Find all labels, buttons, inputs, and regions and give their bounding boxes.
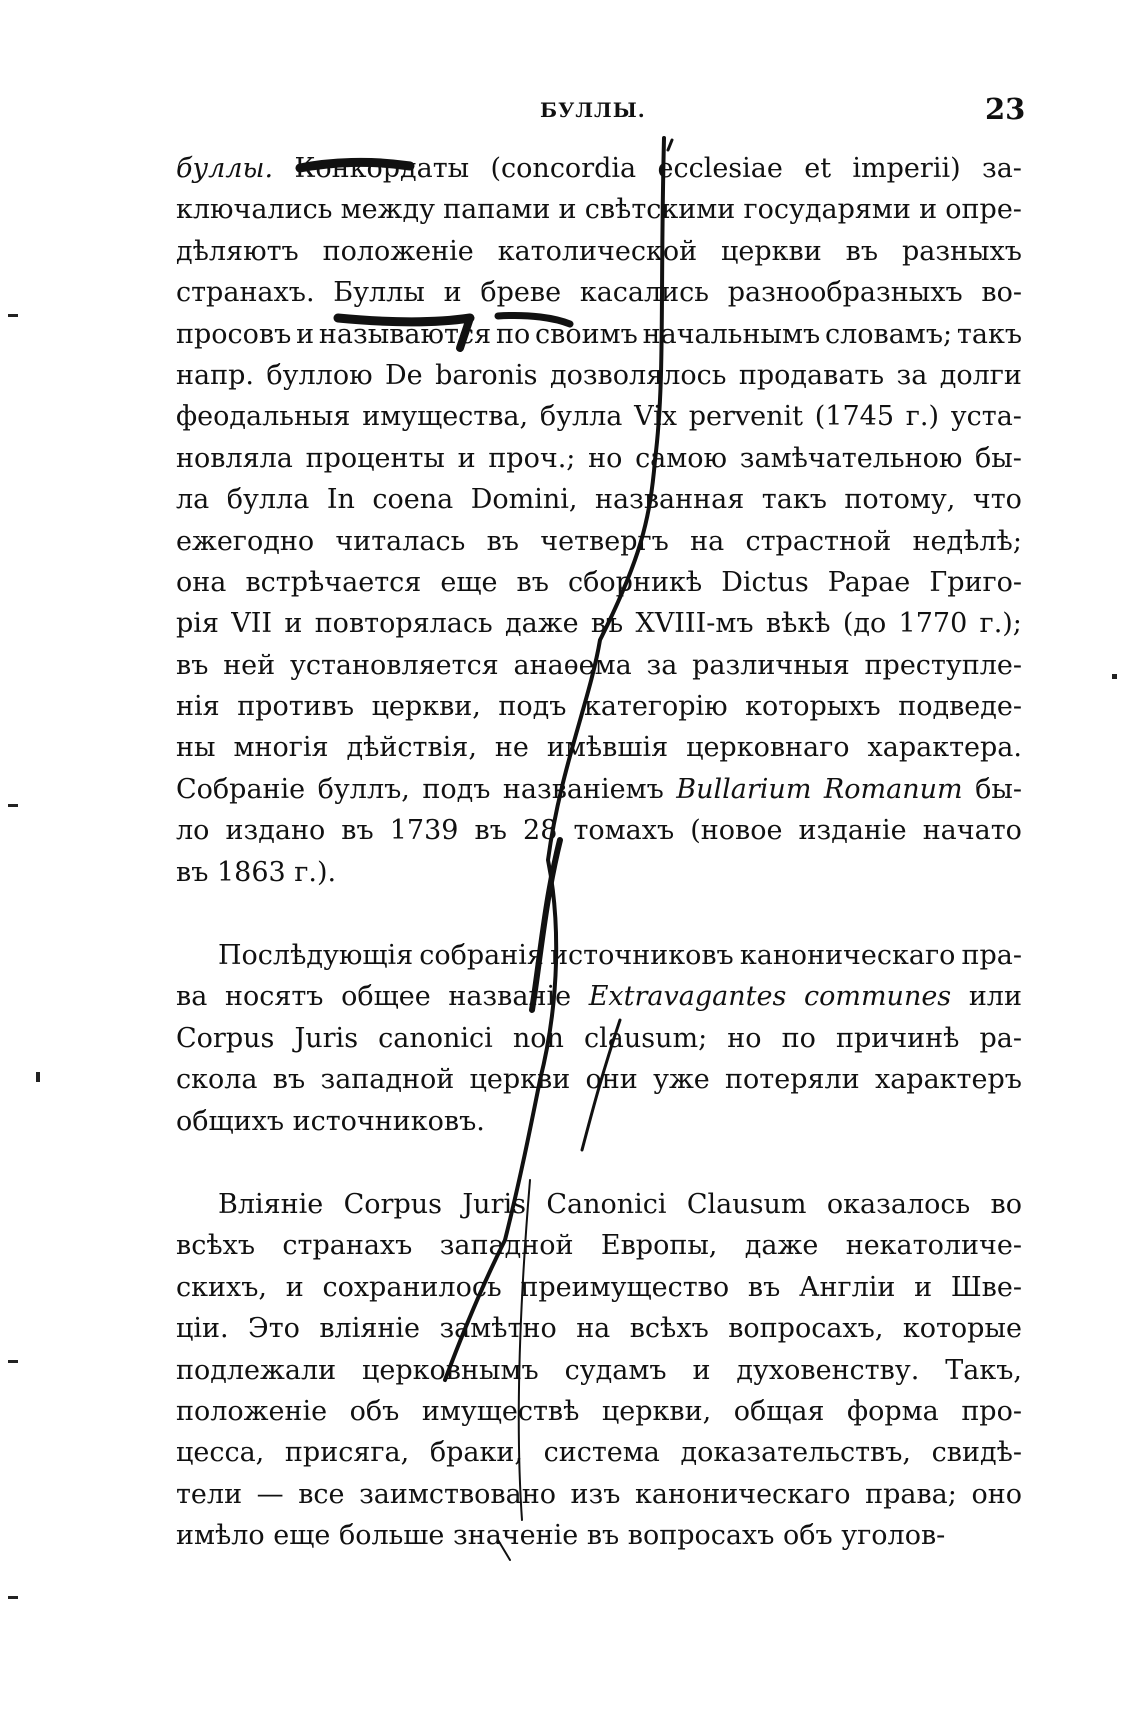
word: г.) bbox=[905, 401, 940, 433]
text-line bbox=[176, 1101, 1022, 1142]
word: въ bbox=[590, 608, 624, 640]
word: вопросахъ, bbox=[728, 1313, 884, 1345]
word: разнообразныхъ bbox=[727, 277, 963, 309]
word: Bullarium bbox=[676, 773, 812, 805]
word: Англіи bbox=[799, 1271, 896, 1303]
running-title: БУЛЛЫ. bbox=[540, 98, 646, 122]
word: ны bbox=[176, 732, 216, 764]
paragraph bbox=[176, 935, 1022, 1142]
word: и bbox=[296, 318, 315, 350]
word: за bbox=[896, 359, 928, 391]
word: присяга, bbox=[284, 1437, 410, 1469]
word: тели bbox=[176, 1478, 243, 1510]
text-line bbox=[176, 1308, 1022, 1349]
word: на bbox=[576, 1313, 611, 1345]
word: и bbox=[443, 277, 462, 309]
word: каноническаго bbox=[739, 940, 956, 972]
word: ней bbox=[223, 649, 276, 681]
word: все bbox=[298, 1478, 345, 1510]
word: (новое bbox=[690, 815, 783, 847]
word: всѣхъ bbox=[176, 1230, 256, 1262]
word: XVIII-мъ bbox=[635, 608, 754, 640]
word: во- bbox=[981, 277, 1022, 309]
word: на bbox=[690, 525, 725, 557]
word: начато bbox=[922, 815, 1022, 847]
text-line bbox=[176, 935, 1022, 976]
word: опре- bbox=[945, 194, 1022, 226]
word: цесса, bbox=[176, 1437, 265, 1469]
word: общая bbox=[733, 1395, 825, 1427]
word: 1739 bbox=[389, 815, 459, 847]
word: вліяніе bbox=[319, 1313, 420, 1345]
word: имѣло bbox=[176, 1520, 274, 1552]
word: г.). bbox=[294, 856, 337, 888]
word: замѣтно bbox=[439, 1313, 557, 1345]
word: заимствовано bbox=[359, 1478, 556, 1510]
paragraph bbox=[176, 1184, 1022, 1557]
word: бреве bbox=[480, 277, 562, 309]
word: за- bbox=[981, 153, 1022, 184]
word: подъ bbox=[498, 691, 567, 723]
word: феодальныя bbox=[176, 401, 351, 433]
word: и bbox=[558, 194, 577, 226]
word: проч.; bbox=[488, 442, 576, 474]
paragraph bbox=[176, 148, 1022, 893]
word: VII bbox=[231, 608, 273, 640]
word: замѣчательною bbox=[739, 442, 963, 474]
word: 1770 bbox=[898, 608, 968, 640]
word: больше bbox=[338, 1520, 453, 1552]
word: преступле- bbox=[864, 649, 1022, 681]
word: и bbox=[914, 1271, 933, 1303]
text-line bbox=[176, 1225, 1022, 1266]
word: буллы. bbox=[176, 153, 274, 184]
text-line bbox=[176, 852, 1022, 893]
word: Такъ, bbox=[945, 1354, 1022, 1386]
text-line bbox=[176, 521, 1022, 562]
word: потеряли bbox=[725, 1064, 860, 1096]
word: церкви, bbox=[371, 691, 481, 723]
word: категорію bbox=[583, 691, 728, 723]
text-line bbox=[176, 1267, 1022, 1308]
word: дозволялось bbox=[549, 359, 727, 391]
word: она bbox=[176, 566, 227, 598]
word: и bbox=[919, 194, 938, 226]
word: общихъ bbox=[176, 1105, 293, 1137]
word: такъ bbox=[956, 318, 1022, 350]
text-line bbox=[176, 645, 1022, 686]
word: non bbox=[512, 1022, 564, 1054]
word: въ bbox=[845, 235, 879, 267]
word: источниковъ. bbox=[292, 1105, 485, 1137]
scan-speck bbox=[8, 314, 18, 317]
word: просовъ bbox=[176, 318, 292, 350]
word: et bbox=[804, 153, 832, 184]
word: преимущество bbox=[520, 1271, 730, 1303]
word: характера. bbox=[867, 732, 1022, 764]
word: въ bbox=[272, 1064, 306, 1096]
word: начальнымъ bbox=[642, 318, 821, 350]
word: встрѣчается bbox=[245, 566, 422, 598]
word: доказательствъ, bbox=[680, 1437, 911, 1469]
word: напр. bbox=[176, 359, 254, 391]
word: за bbox=[646, 649, 678, 681]
word: Corpus bbox=[343, 1188, 442, 1220]
word: касались bbox=[579, 277, 709, 309]
word: Extravagantes bbox=[588, 981, 787, 1013]
text-line bbox=[176, 314, 1022, 355]
word: еще bbox=[440, 566, 498, 598]
word: права; bbox=[865, 1478, 957, 1510]
word: (1745 bbox=[814, 401, 895, 433]
word: каноническаго bbox=[635, 1478, 851, 1510]
word: булла bbox=[226, 484, 310, 516]
text-line bbox=[176, 189, 1022, 230]
text-line bbox=[176, 1391, 1022, 1432]
word: церкви, bbox=[601, 1395, 712, 1427]
word: De bbox=[385, 359, 423, 391]
text-line bbox=[176, 562, 1022, 603]
word: Григо- bbox=[929, 566, 1022, 598]
word: по bbox=[781, 1022, 816, 1054]
word: и bbox=[457, 442, 476, 474]
word: Vix bbox=[634, 401, 678, 433]
text-line bbox=[176, 479, 1022, 520]
word: собранія bbox=[419, 940, 544, 972]
word: государями bbox=[743, 194, 911, 226]
word: уже bbox=[653, 1064, 710, 1096]
word: и bbox=[285, 1271, 304, 1303]
word: Европы, bbox=[600, 1230, 718, 1262]
word: источниковъ bbox=[550, 940, 734, 972]
word: судамъ bbox=[564, 1354, 667, 1386]
word: baronis bbox=[435, 359, 538, 391]
word: уголов- bbox=[841, 1520, 946, 1552]
word: страстной bbox=[745, 525, 892, 557]
word: даже bbox=[505, 608, 579, 640]
word: недѣлѣ; bbox=[912, 525, 1022, 557]
word: долги bbox=[939, 359, 1022, 391]
word: вѣкѣ bbox=[765, 608, 831, 640]
word: общее bbox=[341, 981, 431, 1013]
word: названіе bbox=[448, 981, 572, 1013]
word: ціи. bbox=[176, 1313, 229, 1345]
word: imperii) bbox=[852, 153, 961, 184]
word: Domini, bbox=[470, 484, 578, 516]
word: ра- bbox=[979, 1022, 1022, 1054]
word: и bbox=[692, 1354, 711, 1386]
word: имуществѣ bbox=[421, 1395, 580, 1427]
word: pervenit bbox=[688, 401, 804, 433]
word: Juris bbox=[294, 1022, 359, 1054]
text-line bbox=[176, 1474, 1022, 1515]
word: и bbox=[284, 608, 303, 640]
scan-speck bbox=[8, 804, 18, 807]
word: словамъ; bbox=[824, 318, 953, 350]
word: странахъ. bbox=[176, 277, 315, 309]
word: новляла bbox=[176, 442, 293, 474]
word: четвергъ bbox=[540, 525, 669, 557]
word: оказалось bbox=[826, 1188, 971, 1220]
scan-speck bbox=[8, 1596, 18, 1599]
word: бы- bbox=[975, 773, 1022, 805]
word: церковнаго bbox=[686, 732, 850, 764]
word: издано bbox=[225, 815, 326, 847]
word: сборникѣ bbox=[568, 566, 703, 598]
word: г.); bbox=[979, 608, 1022, 640]
word: западной bbox=[320, 1064, 455, 1096]
word: ключались bbox=[176, 194, 333, 226]
text-line bbox=[176, 355, 1022, 396]
word: въ bbox=[341, 815, 374, 847]
word: потому, bbox=[844, 484, 956, 516]
word: оно bbox=[971, 1478, 1022, 1510]
word: coena bbox=[372, 484, 454, 516]
word: 1863 bbox=[216, 856, 295, 888]
word: еще bbox=[273, 1520, 339, 1552]
word: браки, bbox=[429, 1437, 523, 1469]
word: многія bbox=[233, 732, 329, 764]
word: Конкордаты bbox=[294, 153, 470, 184]
body-text bbox=[176, 148, 1022, 1557]
text-line bbox=[176, 727, 1022, 768]
word: Juris bbox=[462, 1188, 526, 1220]
word: всѣхъ bbox=[629, 1313, 709, 1345]
word: форма bbox=[847, 1395, 939, 1427]
word: вопросахъ bbox=[627, 1520, 783, 1552]
word: буллъ, bbox=[317, 773, 410, 805]
word: западной bbox=[439, 1230, 574, 1262]
word: Corpus bbox=[176, 1022, 275, 1054]
word: проценты bbox=[305, 442, 445, 474]
word: Послѣдующія bbox=[218, 940, 414, 972]
word: система bbox=[543, 1437, 660, 1469]
word: нія bbox=[176, 691, 220, 723]
text-line bbox=[176, 976, 1022, 1017]
word: что bbox=[972, 484, 1022, 516]
word: различныя bbox=[692, 649, 850, 681]
text-line bbox=[176, 810, 1022, 851]
word: ежегодно bbox=[176, 525, 315, 557]
word: папами bbox=[443, 194, 551, 226]
text-line bbox=[176, 1059, 1022, 1100]
word: церкви bbox=[721, 235, 822, 267]
word: некатоличе- bbox=[845, 1230, 1022, 1262]
word: свѣтскими bbox=[584, 194, 736, 226]
word: въ bbox=[586, 1520, 628, 1552]
text-line bbox=[176, 438, 1022, 479]
word: между bbox=[340, 194, 435, 226]
word: In bbox=[326, 484, 355, 516]
word: свидѣ- bbox=[931, 1437, 1022, 1469]
word: такъ bbox=[761, 484, 827, 516]
word: подлежали bbox=[176, 1354, 337, 1386]
word: положеніе bbox=[322, 235, 474, 267]
word: католической bbox=[497, 235, 698, 267]
word: положеніе bbox=[176, 1395, 328, 1427]
word: бы- bbox=[975, 442, 1022, 474]
scan-speck bbox=[36, 1072, 40, 1082]
word: буллою bbox=[266, 359, 373, 391]
word: въ bbox=[176, 856, 217, 888]
word: причинѣ bbox=[835, 1022, 960, 1054]
word: ло bbox=[176, 815, 210, 847]
word: про- bbox=[961, 1395, 1022, 1427]
text-line bbox=[176, 272, 1022, 313]
word: Romanum bbox=[823, 773, 963, 805]
word: во bbox=[990, 1188, 1022, 1220]
word: установляется bbox=[289, 649, 499, 681]
word: названная bbox=[595, 484, 745, 516]
word: носятъ bbox=[224, 981, 324, 1013]
word: но bbox=[727, 1022, 762, 1054]
word: самою bbox=[635, 442, 728, 474]
word: которые bbox=[902, 1313, 1022, 1345]
word: подъ bbox=[422, 773, 491, 805]
word: анаѳема bbox=[513, 649, 632, 681]
text-line bbox=[176, 396, 1022, 437]
word: но bbox=[588, 442, 623, 474]
word: продавать bbox=[738, 359, 885, 391]
word: дѣйствія, bbox=[346, 732, 477, 764]
word: Clausum bbox=[686, 1188, 807, 1220]
word: въ bbox=[516, 566, 549, 598]
word: скола bbox=[176, 1064, 258, 1096]
word: по bbox=[495, 318, 531, 350]
word: разныхъ bbox=[901, 235, 1022, 267]
word: объ bbox=[782, 1520, 842, 1552]
word: они bbox=[585, 1064, 638, 1096]
word: Собраніе bbox=[176, 773, 306, 805]
text-line bbox=[176, 1018, 1022, 1059]
word: въ bbox=[176, 649, 209, 681]
word: имущества, bbox=[362, 401, 529, 433]
word: (concordia bbox=[490, 153, 637, 184]
word: называются bbox=[318, 318, 492, 350]
text-line bbox=[176, 769, 1022, 810]
word: или bbox=[968, 981, 1022, 1013]
word: которыхъ bbox=[745, 691, 881, 723]
word: церкви bbox=[469, 1064, 571, 1096]
scan-speck bbox=[8, 1360, 18, 1363]
word: странахъ bbox=[282, 1230, 413, 1262]
word: (до bbox=[842, 608, 887, 640]
text-line bbox=[176, 1515, 1022, 1556]
text-line bbox=[176, 1184, 1022, 1225]
text-line bbox=[176, 148, 1022, 189]
word: Canonici bbox=[546, 1188, 667, 1220]
word: подведе- bbox=[898, 691, 1022, 723]
word: Это bbox=[248, 1313, 300, 1345]
word: своимъ bbox=[535, 318, 638, 350]
text-line bbox=[176, 1350, 1022, 1391]
word: Papae bbox=[827, 566, 911, 598]
word: Шве- bbox=[950, 1271, 1022, 1303]
word: томахъ bbox=[573, 815, 675, 847]
word: ва bbox=[176, 981, 208, 1013]
scan-speck bbox=[1112, 674, 1117, 679]
word: духовенству. bbox=[736, 1354, 920, 1386]
word: рія bbox=[176, 608, 219, 640]
word: ecclesiae bbox=[657, 153, 783, 184]
word: clausum; bbox=[584, 1022, 708, 1054]
word: церковнымъ bbox=[362, 1354, 539, 1386]
word: изъ bbox=[570, 1478, 621, 1510]
word: названіемъ bbox=[502, 773, 664, 805]
word: уста- bbox=[950, 401, 1022, 433]
word: въ bbox=[474, 815, 507, 847]
word: повторялась bbox=[314, 608, 493, 640]
word: — bbox=[256, 1478, 284, 1510]
text-line bbox=[176, 603, 1022, 644]
word: даже bbox=[744, 1230, 819, 1262]
text-line bbox=[176, 686, 1022, 727]
word: противъ bbox=[237, 691, 355, 723]
word: имѣвшія bbox=[546, 732, 669, 764]
word: скихъ, bbox=[176, 1271, 267, 1303]
word: Буллы bbox=[333, 277, 425, 309]
word: объ bbox=[349, 1395, 400, 1427]
word: сохранилось bbox=[322, 1271, 502, 1303]
word: 28 bbox=[523, 815, 558, 847]
word: Dictus bbox=[721, 566, 809, 598]
word: булла bbox=[539, 401, 623, 433]
word: въ bbox=[486, 525, 519, 557]
word: значеніе bbox=[452, 1520, 587, 1552]
word: не bbox=[494, 732, 529, 764]
word: характеръ bbox=[874, 1064, 1022, 1096]
text-line bbox=[176, 1432, 1022, 1473]
text-line bbox=[176, 231, 1022, 272]
word: дѣляютъ bbox=[176, 235, 299, 267]
word: читалась bbox=[335, 525, 466, 557]
word: пра- bbox=[961, 940, 1022, 972]
word: изданіе bbox=[798, 815, 907, 847]
page-number: 23 bbox=[985, 92, 1026, 126]
word: canonici bbox=[378, 1022, 493, 1054]
word: ла bbox=[176, 484, 210, 516]
word: въ bbox=[747, 1271, 781, 1303]
word: communes bbox=[803, 981, 952, 1013]
word: Вліяніе bbox=[218, 1188, 324, 1220]
